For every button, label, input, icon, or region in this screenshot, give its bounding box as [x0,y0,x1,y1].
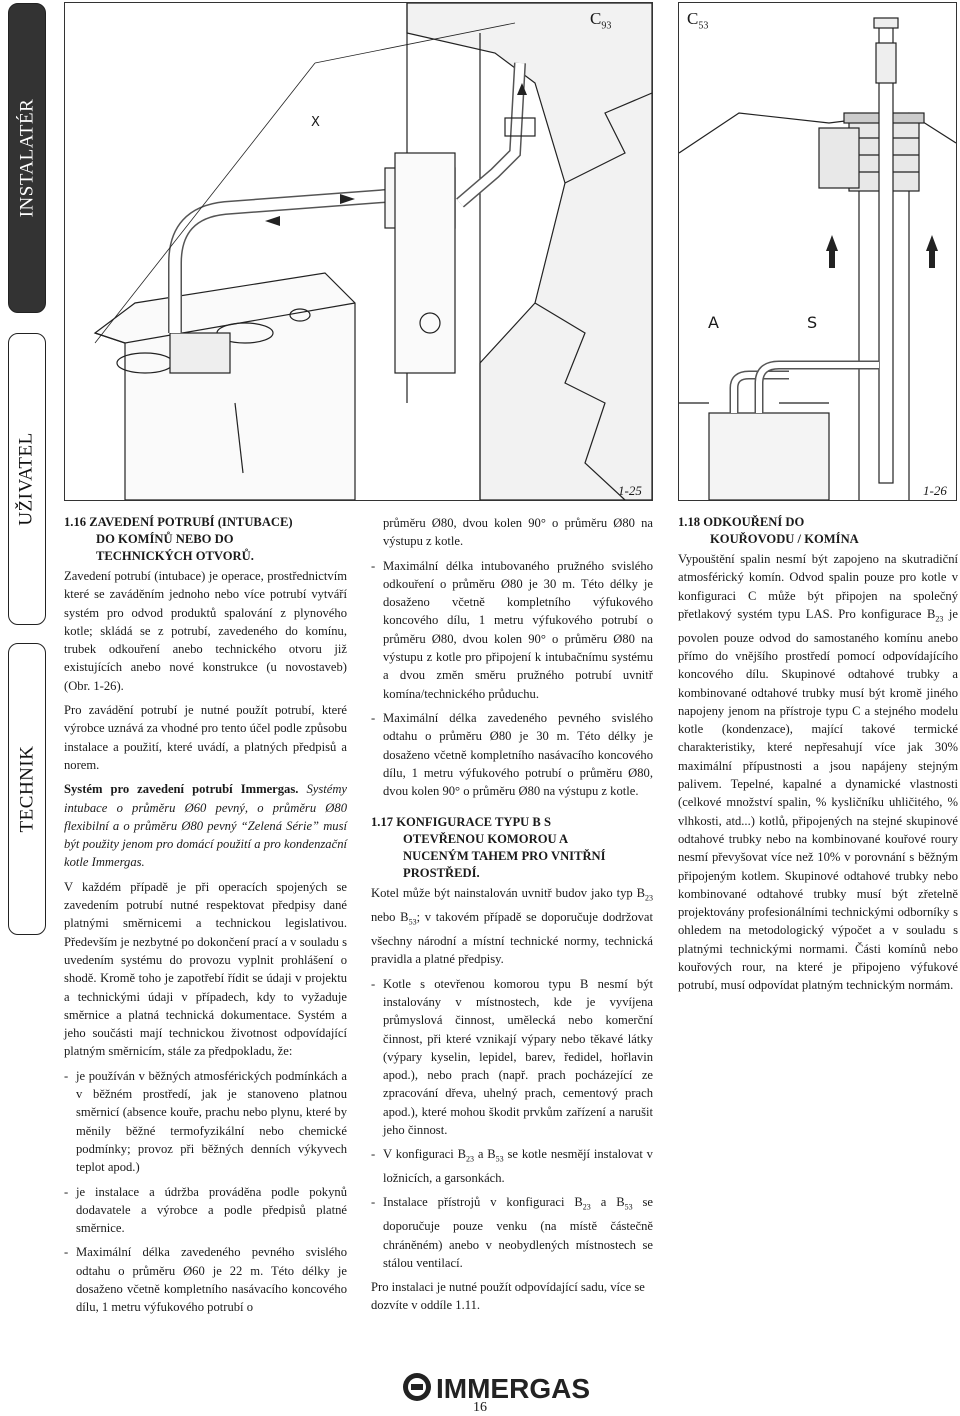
list-item: - Maximální délka zavedeného pevného svislého odtahu o průměru Ø60 je 22 m. Této délky je dosaženo včetně kompletního nasávacího koncového dílu, 1 metru výfukového potrubí o [64,1243,347,1316]
paragraph: Pro zavádění potrubí je nutné použít potrubí, které výrobce uznává za vhodné pro tento účel podle způsobu instalace a použití, které uvádí, a platných předpisů a norem. [64,703,347,772]
paragraph: Vypouštění spalin nesmí být zapojeno na skutradiční atmosférický komín. Odvod spalin pouze pro kotle v konfiguraci C může být připojen na společný přetlakový systém typu LAS. Pro konfigurace $B_{23}$ je povolen pouze odvod do samostaného komínu anebo přímo do vnějšího prostředí pomocí odpovídajícího koncového dílu. Skupinové odtahové trubky a kombinované odtahové trubky musí být kromě jiného napojeny jenom na přístroje typu C a stejného modelu kotle (kondenzace), mající takové termické charakteristiky, které nepřesahují více jak 30% maximální přípustnosti a jsou napájeny stejným palivem. Tepelné, kapalné a dynamické vlastnosti (celkové množství spalin, % kysličníku uhličitého, % vlhkosti, atd...) kotlů, připojených na stejné skupinové odtahové trubky nebo na kombinované kouřové roury nesmí převyšovat více než 10% v porovnání s běžným připojeným kotlem. Skupinové odtahové trubky nebo kombinované odtahové trubky musí být zřetelně projektovány profesionálními technickými odborníky s ohledem na metodologický výpočet a v souladu s platnými technickými normami. Části komínů nebo kouřových rour, na které je připojeno výfukové potrubí, musí odpovídat platným technickým normám. [678,552,958,993]
figure-1-25 [64,2,653,501]
section-heading-1-17: 1.17 KONFIGURACE TYPU B S OTEVŘENOU KOMOROU A NUCENÝM TAHEM PRO VNITŘNÍ PROSTŘEDÍ. [371,815,606,881]
tab-technician[interactable] [8,643,46,935]
section-heading-1-18: 1.18 ODKOUŘENÍ DO KOUŘOVODU / KOMÍNA [678,515,859,546]
column-1 [64,514,347,1323]
chimney-drawing [679,3,956,500]
section-heading-1-16: 1.16 ZAVEDENÍ POTRUBÍ (INTUBACE) DO KOMÍNŮ NEBO DO TECHNICKÝCH OTVORŮ. [64,515,293,563]
tab-technician-label: TECHNIK [16,745,38,833]
figure-1-26 [678,2,957,501]
list-item: - V konfiguraci $B_{23}$ a $B_{53}$ se kotle nesmějí instalovat v ložnicích, a garsonkách. [371,1145,653,1187]
paragraph: Kotel může být nainstalován uvnitř budov jako typ $B_{23}$ nebo $B_{53}$; v takovém případě se doporučuje dodržovat všechny národní a místní technické normy, technická pravidla a platné předpisy. [371,886,653,967]
immergas-logo [400,1370,620,1404]
bullet-list [371,975,653,1272]
paragraph: Systém pro zavedení potrubí Immergas. Systémy intubace o průměru Ø60 pevný, o průměru Ø80 flexibilní a o průměru Ø80 pevný “Zelená Série” musí být použity jenom pro domácí použití a pro kondenzační kotle Immergas. [64,782,347,870]
label-a: A [708,313,719,332]
label-x: X [311,115,320,130]
tab-installer[interactable] [8,3,46,313]
list-item: - Maximální délka zavedeného pevného svislého odtahu o průměru Ø80 je 30 m. Této délky je dosaženo včetně kompletního nasávacího koncového dílu, 1 metru výfukového potrubí o průměru Ø80, dvou kolen 90° o průměru Ø80 na výstupu z kotle. [371,709,653,800]
logo-text: IMMERGAS [436,1373,590,1404]
bullet-list [64,1067,347,1317]
bullet-list [371,557,653,801]
figure-caption-1-26: 1-26 [923,483,947,498]
list-item: - Maximální délka intubovaného pružného svislého odkouření o průměru Ø80 je 30 m. Této délky je dosaženo včetně kompletního výfukového koncového dílu, 1 metru výfukového potrubí o průměru Ø80, dvou kolen 90° o průměru Ø80 na výstupu z kotle pro připojení k intubačnímu systému a dvou změn směru pružného potrubí uvnitř komína/technického průduchu. [371,557,653,703]
paragraph: průměru Ø80, dvou kolen 90° o průměru Ø80 na výstupu z kotle. [383,516,653,549]
paragraph: V každém případě je při operacích spojených se zavedením potrubí nutné respektovat předpisy dané platnými směrnicemi a technickou legislativou. Především je nezbytné po dokončení prací a v souladu s uvedením systému do provozu vyplnit prohlášení o shodě. Kromě toho je zapotřebí řídit se údaji v projektu a technickými údaji v případech, kdy to vyžaduje směrnice a platná technická dokumentace. Systém a jeho součásti mají technickou životnost odpovídající platným směrnicím, stále za předpokladu, že: [64,879,347,1059]
column-2 [371,514,653,1321]
intubation-drawing [65,3,652,500]
label-c53: $C_{53}$ [687,9,709,32]
figure-caption-1-25: 1-25 [618,483,642,498]
tab-installer-label: INSTALATÉR [16,98,37,218]
label-s: S [807,313,818,332]
tab-user[interactable] [8,333,46,625]
tab-user-label: UŽIVATEL [16,432,38,526]
page-number: 16 [473,1400,487,1415]
label-c93: $C_{93}$ [590,9,612,32]
list-item: - Instalace přístrojů v konfiguraci $B_{23}$ a $B_{53}$ se doporučuje pouze venku (na místě částečně chráněném) anebo v neobydlených místnostech se stálou ventilací. [371,1193,653,1272]
paragraph: Zavedení potrubí (intubace) je operace, prostřednictvím které se zaváděním jednoho nebo více potrubí vytváří systém pro odvod produktů spalování z plynového kotle; skládá se z potrubí, zavedeného do komínu, trubek odkouření anebo technického otvoru již existujících anebo nové konstrukce (u novostaveb) (Obr. 1-26). [64,569,347,693]
column-3 [678,514,958,1001]
paragraph: Pro instalaci je nutné použít odpovídající sadu, více se dozvíte v oddíle 1.11. [371,1280,645,1313]
list-item: - Kotle s otevřenou komorou typu B nesmí být instalovány v místnostech, kde je vyvíjena průmyslová činnost, umělecká nebo komerční činnost, při které vznikají výpary nebo těkavé látky (výpary kyselin, lepidel, barev, ředidel, hořlavin apod.), nebo prach (např. prach pocházející ze zpracování dřeva, uhelný prach, cementový prach apod.), které mohou škodit prvkům zařízení a narušit jeho činnost. [371,975,653,1140]
list-item: - je instalace a údržba prováděna podle pokynů dodavatele a výrobce a podle předpisů platné směrnice. [64,1183,347,1238]
list-item: - je používán v běžných atmosférických podmínkách a v běžném prostředí, jak je stanoveno platnou směrnicí (absence kouře, prachu nebo plynu, které by měnily běžné termofyzikální nebo chemické podmínky; provoz při běžných denních výkyvech teplot apod.) [64,1067,347,1177]
